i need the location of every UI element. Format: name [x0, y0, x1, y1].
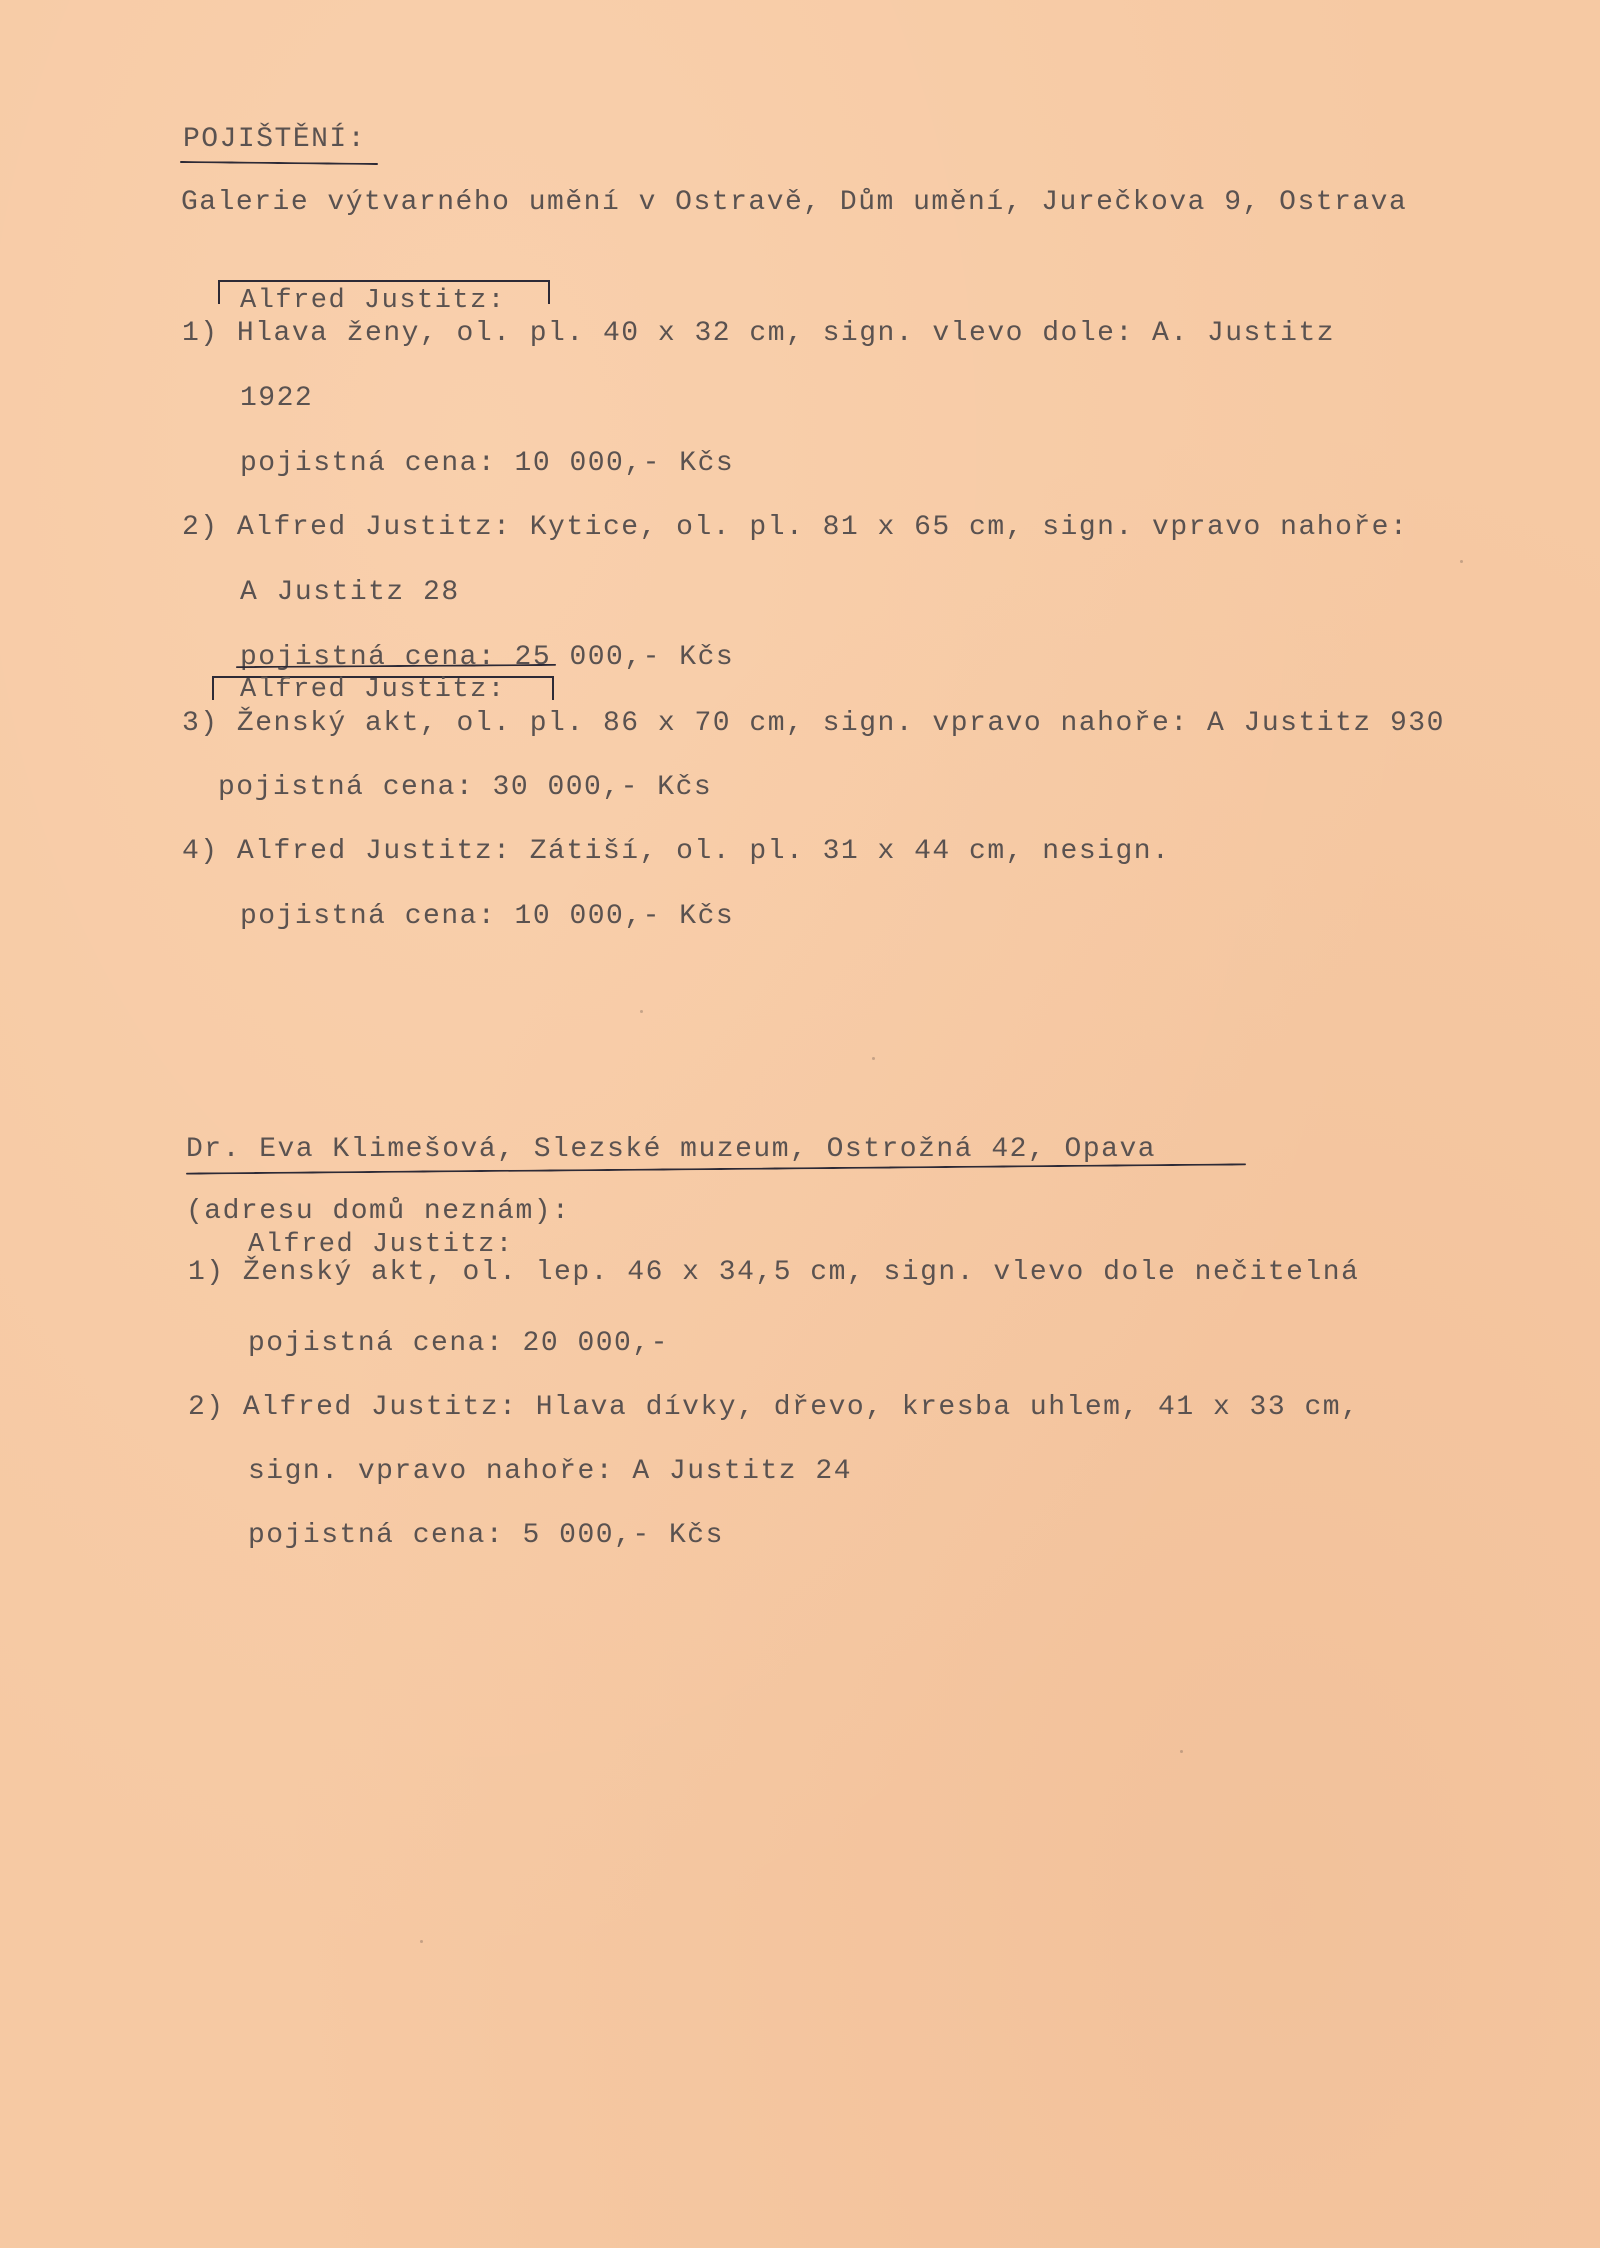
item-line: 4) Alfred Justitz: Zátiší, ol. pl. 31 x 44 cm, nesign.: [182, 836, 1171, 867]
item-line: 2) Alfred Justitz: Hlava dívky, dřevo, kresba uhlem, 41 x 33 cm,: [188, 1392, 1360, 1423]
institution-1-address: Galerie výtvarného umění v Ostravě, Dům umění, Jurečkova 9, Ostrava: [181, 187, 1408, 218]
insurance-value: pojistná cena: 10 000,- Kčs: [240, 901, 735, 932]
handwritten-annotation: Alfred Justitz:: [240, 286, 506, 316]
handwritten-annotation: Alfred Justitz:: [240, 675, 506, 705]
institution-2-address: Dr. Eva Klimešová, Slezské muzeum, Ostrožná 42, Opava: [186, 1134, 1157, 1165]
insurance-value: pojistná cena: 25 000,- Kčs: [240, 642, 735, 673]
item-line: 1922: [240, 383, 314, 414]
item-line: 2) Alfred Justitz: Kytice, ol. pl. 81 x 65 cm, sign. vpravo nahoře:: [182, 512, 1409, 543]
insurance-value: pojistná cena: 5 000,- Kčs: [248, 1520, 724, 1551]
item-line: sign. vpravo nahoře: A Justitz 24: [248, 1456, 852, 1487]
item-line: 1) Hlava ženy, ol. pl. 40 x 32 cm, sign. vlevo dole: A. Justitz: [182, 318, 1336, 349]
paper-speck: [1180, 1750, 1183, 1753]
item-line: 3) Ženský akt, ol. pl. 86 x 70 cm, sign. vpravo nahoře: A Justitz 930: [182, 708, 1445, 739]
paper-speck: [420, 1940, 423, 1943]
handwritten-annotation: Alfred Justitz:: [248, 1230, 514, 1260]
insurance-value: pojistná cena: 20 000,-: [248, 1328, 669, 1359]
paper-speck: [640, 1010, 643, 1013]
paper-speck: [1460, 560, 1463, 563]
page-heading: POJIŠTĚNÍ:: [183, 124, 367, 155]
insurance-value: pojistná cena: 30 000,- Kčs: [218, 772, 713, 803]
item-line: 1) Ženský akt, ol. lep. 46 x 34,5 cm, sign. vlevo dole nečitelná: [188, 1257, 1360, 1288]
address-note: (adresu domů neznám):: [186, 1196, 571, 1227]
heading-underline: [180, 161, 378, 165]
paper-speck: [872, 1057, 875, 1060]
item-line: A Justitz 28: [240, 577, 460, 608]
insurance-value: pojistná cena: 10 000,- Kčs: [240, 448, 735, 479]
